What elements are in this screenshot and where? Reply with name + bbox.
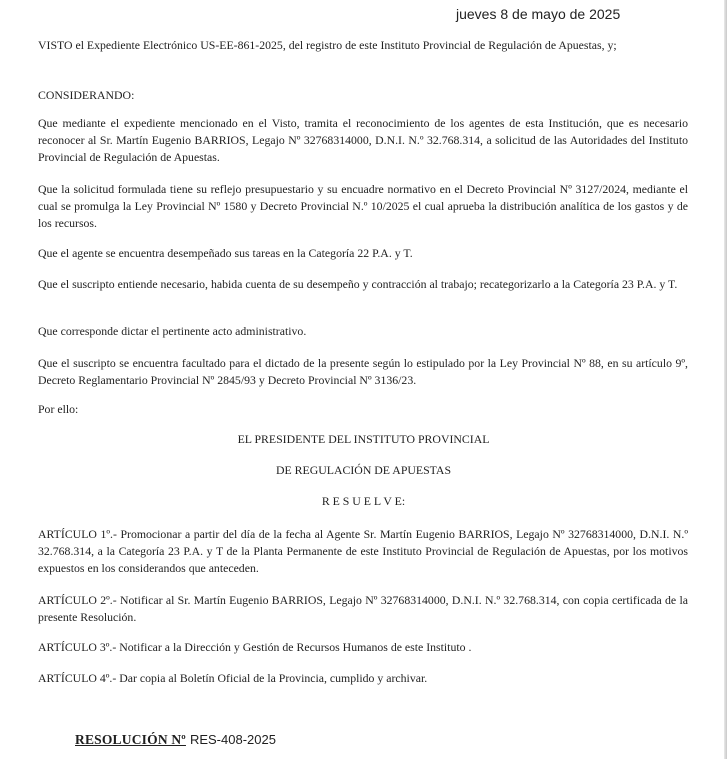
considerando-paragraph-1: Que mediante el expediente mencionado en el Visto, tramita el reconocimiento de los agentes de esta Institución, que es necesario reconocer al Sr. Martín Eugenio BARRIOS, Legajo Nº 32768314000, D.N.I. N.º 32.768.314, a solicitud de las Autoridades del Instituto Provincial de Regulación de Apuestas. — [38, 116, 688, 164]
considerando-heading: CONSIDERANDO: — [38, 88, 135, 102]
considerando-paragraph-2: Que la solicitud formulada tiene su reflejo presupuestario y su encuadre normativo en el Decreto Provincial Nº 3127/2024, mediante el cual se promulga la Ley Provincial Nº 1580 y Decreto Provincial N.º 10/2025 el cual aprueba la distribución analítica de los gastos y de los recursos. — [38, 182, 688, 230]
document-date: jueves 8 de mayo de 2025 — [456, 6, 621, 22]
articulo-4: ARTÍCULO 4º.- Dar copia al Boletín Oficial de la Provincia, cumplido y archivar. — [38, 671, 428, 685]
resolution-number: RES-408-2025 — [189, 732, 276, 747]
considerando-paragraph-6: Que el suscripto se encuentra facultado para el dictado de la presente según lo estipulado por la Ley Provincial Nº 88, en su artículo 9º, Decreto Reglamentario Provincial Nº 2845/93 y Decreto Provincial Nº 3136/23. — [38, 356, 688, 387]
articulo-2: ARTÍCULO 2º.- Notificar al Sr. Martín Eugenio BARRIOS, Legajo Nº 32768314000, D.N.I. N.º 32.768.314, con copia certificada de la presente Resolución. — [38, 593, 688, 624]
articulo-3: ARTÍCULO 3º.- Notificar a la Dirección y Gestión de Recursos Humanos de este Instituto . — [38, 640, 472, 654]
visto-paragraph: VISTO el Expediente Electrónico US-EE-861-2025, del registro de este Instituto Provincial de Regulación de Apuestas, y; — [38, 38, 617, 52]
resuelve-heading: R E S U E L V E: — [321, 494, 406, 508]
considerando-paragraph-3: Que el agente se encuentra desempeñado sus tareas en la Categoría 22 P.A. y T. — [38, 246, 413, 260]
authority-line-2: DE REGULACIÓN DE APUESTAS — [275, 463, 452, 477]
por-ello-line: Por ello: — [38, 402, 79, 416]
considerando-paragraph-4: Que el suscripto entiende necesario, habida cuenta de su desempeño y contracción al trabajo; recategorizarlo a la Categoría 23 P.A. y T. — [38, 277, 678, 291]
authority-line-1: EL PRESIDENTE DEL INSTITUTO PROVINCIAL — [237, 432, 490, 446]
resolution-number-line — [75, 731, 276, 749]
articulo-1: ARTÍCULO 1º.- Promocionar a partir del día de la fecha al Agente Sr. Martín Eugenio BARRIOS, Legajo Nº 32768314000, D.N.I. N.º 32.768.314, a la Categoría 23 P.A. y T de la Planta Permanente de este Instituto Provincial de Regulación de Apuestas, por los motivos expuestos en los considerandos que anteceden. — [38, 527, 688, 575]
resolution-label: RESOLUCIÓN Nº — [75, 732, 186, 747]
considerando-paragraph-5: Que corresponde dictar el pertinente acto administrativo. — [38, 324, 307, 338]
